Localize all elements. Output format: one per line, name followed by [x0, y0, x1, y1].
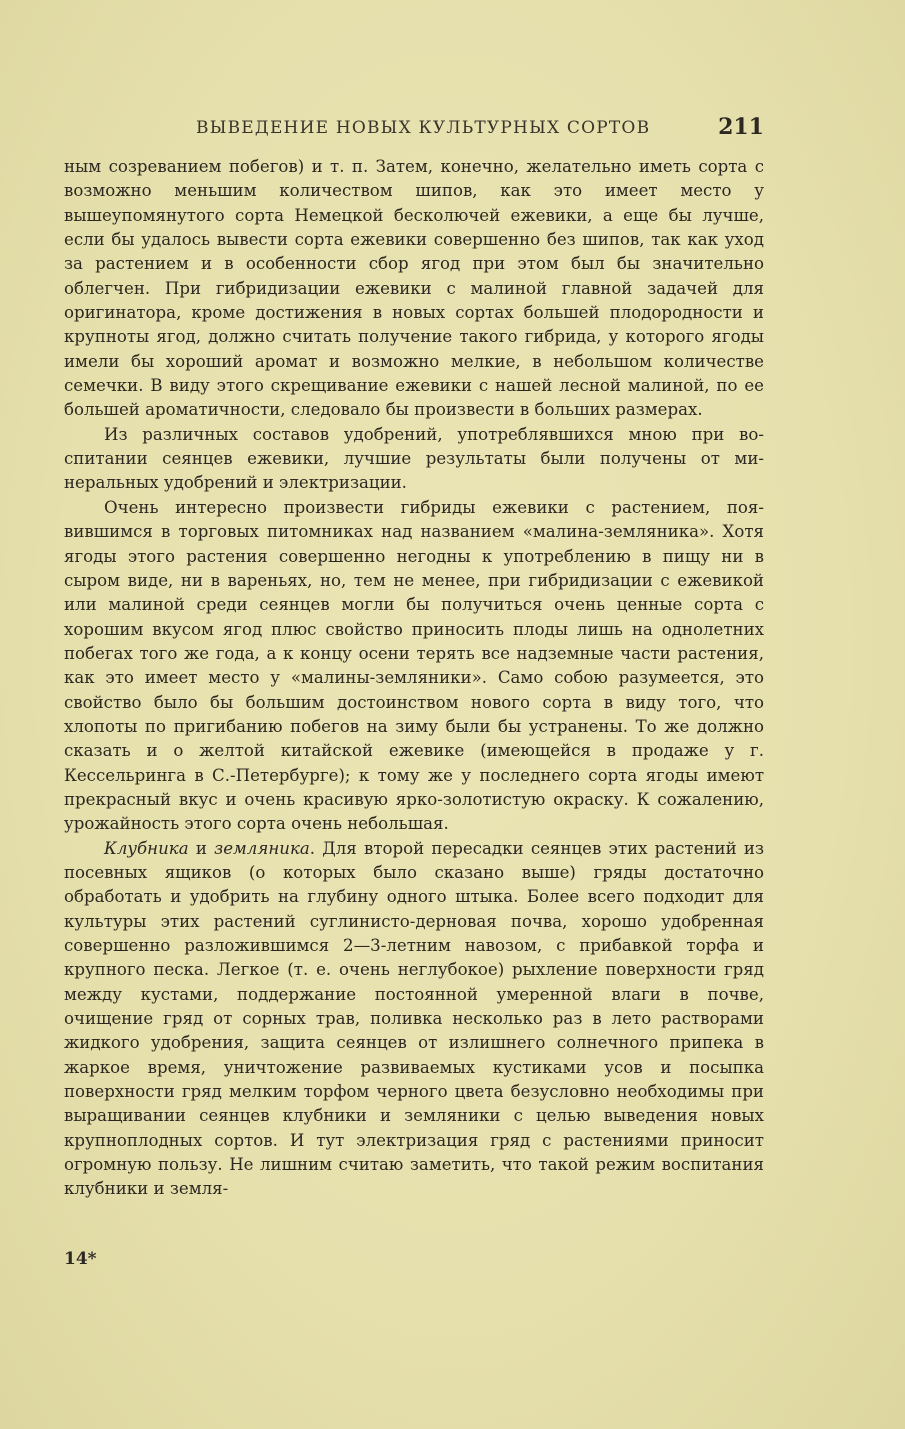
body-text [64, 155, 764, 1202]
running-head [64, 114, 764, 142]
paragraph-fertilizers: Из различных составов удобрений, употреблявшихся мною при воспитании сеянцев ежевики, лучшие результаты были получены от минеральных удобрений и электризации. [64, 424, 764, 493]
paragraph-hybrids: Очень интересно произвести гибриды ежевики с растением, появившимся в торговых питомниках над названием «малина-земляника». Хотя ягоды этого растения совершенно негодны к употреблению в пищу ни в сыром виде, ни в вареньях, но, тем не менее, при гибридизации с ежевикой или малиной среди сеянцев могли бы получиться очень ценные сорта с хорошим вкусом ягод плюс свойство приносить плоды лишь на однолетних побегах того же года, а к концу осени терять все надземные части растения, как это имеет место у «малины-земляники». Само собою разумеется, это свойство было бы большим достоинством нового сорта в виду того, что хлопоты по пригибанию побегов на зиму были бы устранены. То же должно сказать и о желтой китайской ежевике (имеющейся в продаже у г. Кессельринга в С.-Петербурге); к тому же у последнего сорта ягоды имеют прекрасный вкус и очень красивую ярко-золотистую окраску. К сожалению, урожайность этого сорта очень небольшая. [64, 497, 764, 834]
paragraph-continuation: ным созреванием побегов) и т. п. Затем, конечно, желательно иметь сорта с возможно меньшим количеством шипов, как это имеет место у вышеупомянутого сорта Немецкой бесколючей ежевики, а еще бы лучше, если бы удалось вывести сорта ежевики совершенно без шипов, так как уход за растением и в особенности сбор ягод при этом был бы значительно облегчен. При гибридизации ежевики с малиной главной задачей для оригинатора, кроме достижения в новых сортах большей плодородности и крупноты ягод, должно считать получение такого гибрида, у которого ягоды имели бы хороший аромат и возможно мелкие, в небольшом количестве семечки. В виду этого скрещивание ежевики с нашей лесной малиной, по ее большей ароматичности, следовало бы произвести в больших размерах. [64, 157, 764, 420]
italic-term-klubnika: Клубника [104, 838, 189, 858]
running-title: ВЫВЕДЕНИЕ НОВЫХ КУЛЬТУРНЫХ СОРТОВ [196, 118, 651, 138]
paragraph-strawberry [64, 837, 764, 1202]
page-number: 211 [718, 114, 764, 140]
paragraph-strawberry-text: . Для второй пересадки сеянцев этих растений из посевных ящиков (о которых было сказано выше) гряды достаточно обработать и удобрить на глубину одного штыка. Более всего подходит для культуры этих растений суглинисто-дерновая почва, хорошо удобренная совершенно разложившимся 2—3-летним навозом, с прибавкой торфа и крупного песка. Легкое (т. е. очень неглубокое) рыхление поверхности гряд между кустами, поддержание постоянной умеренной влаги в почве, очищение гряд от сорных трав, поливка несколько раз в лето растворами жидкого удобрения, защита сеянцев от излишнего солнечного припека в жаркое время, уничтожение развиваемых кустиками усов и посыпка поверхности гряд мелким торфом черного цвета безусловно необходимы при выращивании сеянцев клубники и земляники с целью выведения новых крупноплодных сортов. И тут электризация гряд с растениями приносит огромную пользу. Не лишним считаю заметить, что такой режим воспитания клубники и земля- [64, 838, 764, 1199]
signature-mark: 14* [64, 1249, 97, 1269]
italic-term-zemlyanika: земляника [214, 838, 310, 858]
connector-word: и [188, 838, 215, 858]
